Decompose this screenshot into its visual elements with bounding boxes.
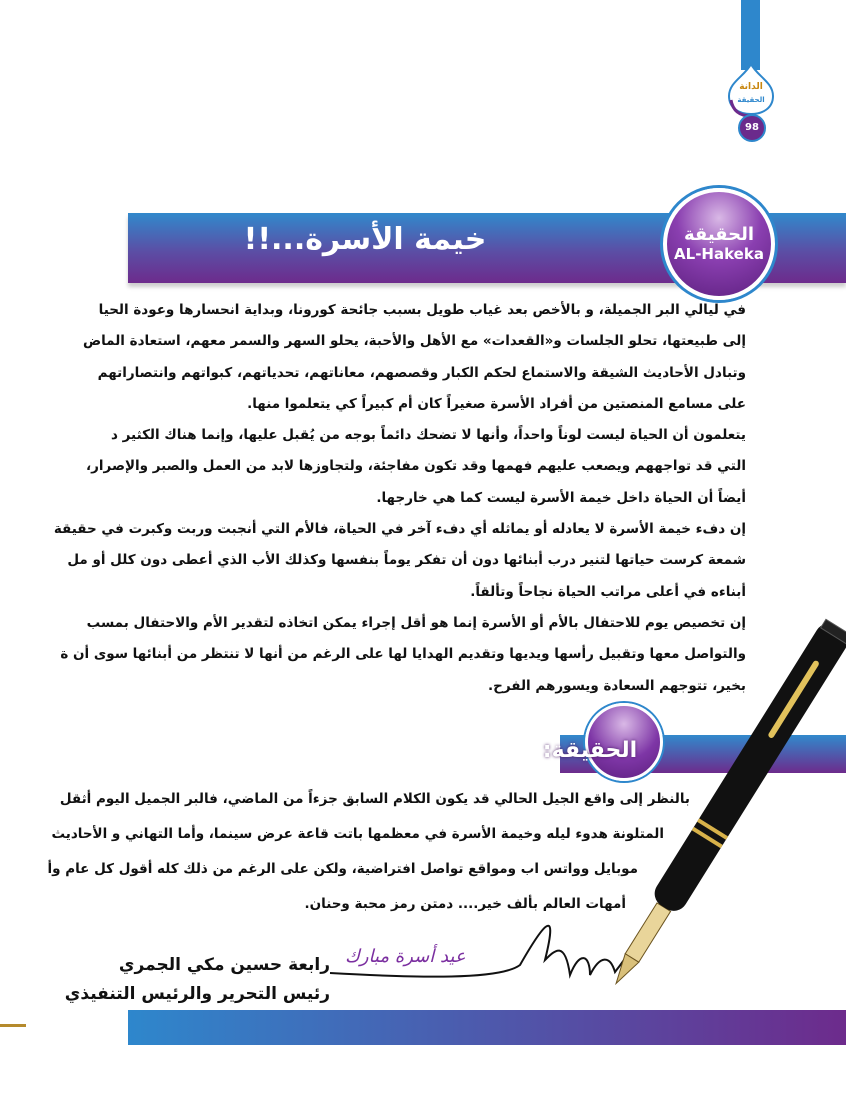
truth-heading: الحقيقة: [542, 738, 638, 763]
text-line: أيضاً أن الحياة داخل خيمة الأسرة ليست كما هي خارجها. [376, 489, 746, 506]
author-name: رابعة حسين مكي الجمري [118, 955, 330, 975]
text-line: يتعلمون أن الحياة ليست لوناً واحداً، وأنها لا تضحك دائماً بوجه من يُقبل عليها، وإنما هناك الكثير د [111, 427, 746, 444]
text-line: على مسامع المنصتين من أفراد الأسرة صغيراً كان أم كبيراً كي يتعلموا منها. [247, 395, 746, 412]
badge-arabic: الحقيقة [683, 224, 755, 245]
text-line: المتلونة هدوء ليله وخيمة الأسرة في معظمها باتت قاعة عرض سينما، وأما التهاني و الأحاديث [51, 826, 664, 842]
badge-english: AL-Hakeka [674, 245, 764, 263]
text-line: والتواصل معها وتقبيل رأسها ويديها وتقديم الهدايا لها على الرغم من أنها لا تنتظر من أبنائها سوى أن ة [60, 646, 746, 663]
truth-body [47, 782, 690, 922]
text-line: إن دفء خيمة الأسرة لا يعادله أو يماثله أي دفء آخر في الحياة، فالأم التي أنجبت وربت وكبرت في حقيقة [53, 521, 746, 538]
footer-bar [128, 1010, 846, 1045]
page-number: 98 [738, 114, 766, 142]
greeting-script: عيد أسرة مبارك [345, 946, 466, 967]
text-line: أمهات العالم بألف خير.... دمتن رمز محبة وحنان. [304, 896, 626, 912]
text-line: موبايل وواتس اب ومواقع تواصل افتراضية، ولكن على الرغم من ذلك كله أقول كل عام وأ [47, 861, 638, 877]
article-title: خيمة الأسرة...!! [243, 222, 487, 257]
text-line: بالنظر إلى واقع الجيل الحالي قد يكون الكلام السابق جزءاً من الماضي، فالبر الجميل اليوم أثقل [59, 791, 690, 807]
text-line: التي قد تواجههم ويصعب عليهم فهمها وقد تكون مفاجئة، ولتجاوزها لابد من العمل والصبر والإصرار، [86, 458, 746, 475]
author-role: رئيس التحرير والرئيس التنفيذي [64, 984, 330, 1004]
text-line: في ليالي البر الجميلة، و بالأخص بعد غياب طويل بسبب جائحة كورونا، وبداية انحسارها وعودة الحيا [98, 302, 746, 318]
text-line: وتبادل الأحاديث الشيقة والاستماع لحكم الكبار وقصصهم، معاناتهم، تحدياتهم، كبواتهم وانتصاراتهم [97, 364, 746, 381]
text-line: إن تخصيص يوم للاحتفال بالأم أو الأسرة إنما هو أقل إجراء يمكن اتخاذه لتقدير الأم والاحتفال بمسب [86, 614, 746, 631]
footer-gold-line [0, 1024, 26, 1027]
logo-subtitle: الحقيقة [737, 96, 765, 104]
logo-name: الدانة [739, 82, 763, 92]
text-line: إلى طبيعتها، تحلو الجلسات و«القعدات» مع الأهل والأحبة، يحلو السهر والسمر معهم، استعادة الماض [82, 333, 746, 350]
text-line: شمعة كرست حياتها لتنير درب أبنائها دون أن تفكر يوماً بنفسها وكذلك الأب الذي أعطى دون كلل أو مل [67, 552, 746, 569]
text-line: بخير، تتوجهم السعادة ويسورهم الفرح. [488, 677, 746, 694]
text-line: أبناءه في أعلى مراتب الحياة نجاحاً وتألقاً. [470, 583, 746, 600]
